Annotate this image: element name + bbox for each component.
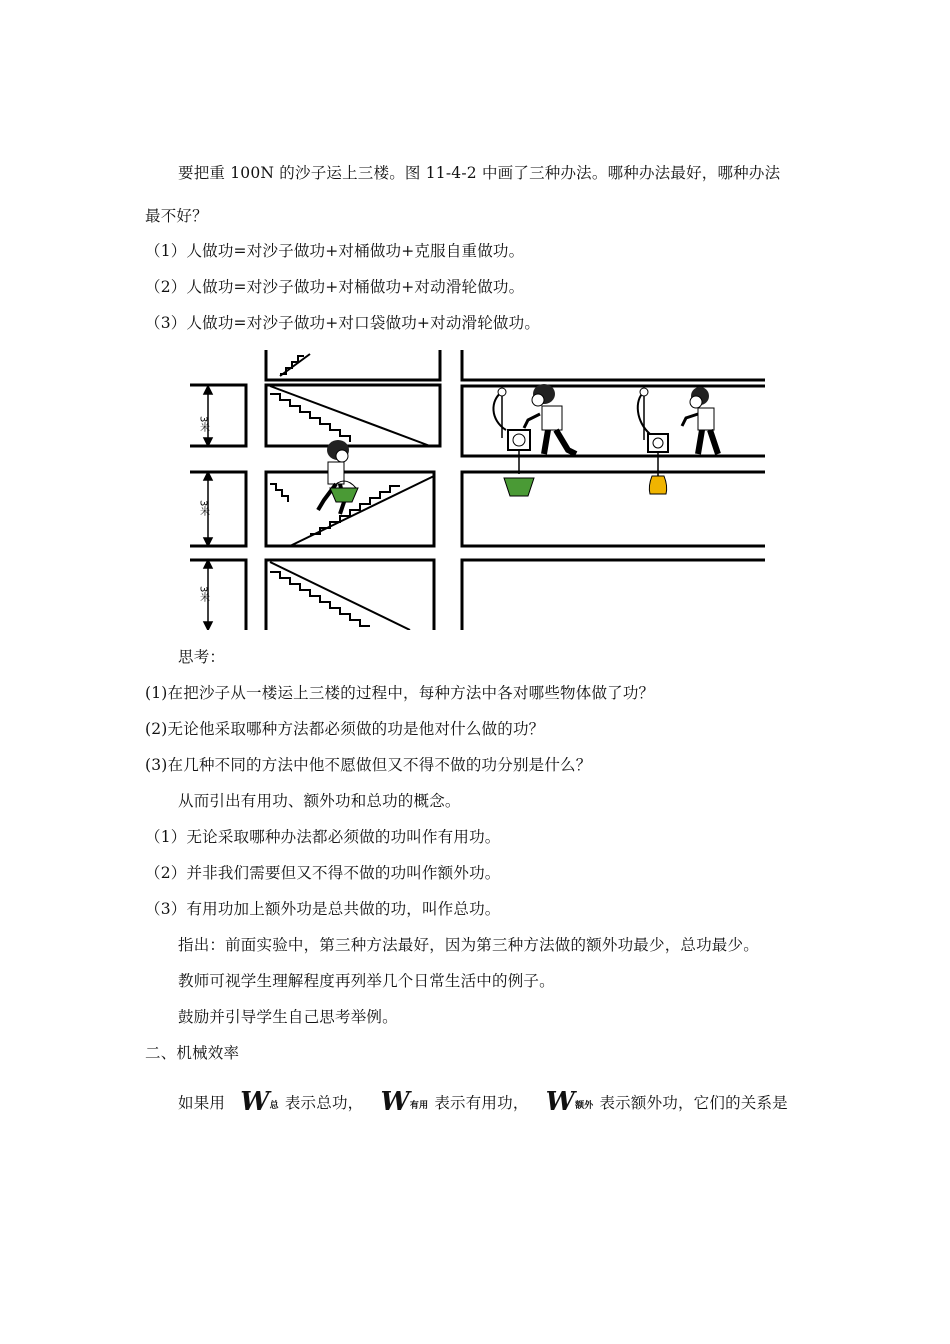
concepts-lead: 从而引出有用功、额外功和总功的概念。: [178, 792, 461, 810]
method-1: （1）人做功=对沙子做功+对桶做功+克服自重做功。: [145, 242, 525, 260]
think-question-2: (2)无论他采取哪种方法都必须做的功是他对什么做的功？: [145, 720, 545, 738]
think-heading: 思考：: [178, 648, 226, 666]
sentence-prefix: 如果用: [178, 1094, 226, 1112]
sentence-t2: 表示有用功，: [434, 1094, 529, 1112]
section2-heading: 二、机械效率: [145, 1044, 240, 1062]
method-3: （3）人做功=对沙子做功+对口袋做功+对动滑轮做功。: [145, 314, 541, 332]
concept-3: （3）有用功加上额外功是总共做的功，叫作总功。: [145, 900, 501, 918]
section2-sentence: [178, 1087, 788, 1117]
w-symbol-total: W: [240, 1087, 270, 1117]
person-carrying-bucket: [318, 440, 358, 514]
intro-line-2: 最不好？: [145, 207, 208, 225]
sub-extra: 额外: [575, 1101, 594, 1111]
pulley-with-bag: [638, 387, 718, 494]
sub-useful: 有用: [409, 1101, 429, 1111]
w-symbol-extra: W: [545, 1087, 576, 1117]
think-question-1: (1)在把沙子从一楼运上三楼的过程中，每种方法中各对哪些物体做了功？: [145, 684, 655, 702]
sentence-t1: 表示总功，: [284, 1094, 364, 1112]
height-label-2: 3米: [197, 500, 209, 517]
w-symbol-useful: W: [380, 1087, 410, 1117]
sub-total: 总: [269, 1101, 279, 1111]
three-methods-illustration: [190, 350, 766, 630]
intro-line-1: 要把重 100N 的沙子运上三楼。图 11-4-2 中画了三种办法。哪种办法最好，哪种办法: [178, 164, 781, 182]
method-2: （2）人做功=对沙子做功+对桶做功+对动滑轮做功。: [145, 278, 525, 296]
pulley-with-bucket: [493, 384, 576, 496]
sentence-t3: 表示额外功，它们的关系是: [599, 1094, 788, 1112]
concepts-encourage: 鼓励并引导学生自己思考举例。: [178, 1008, 398, 1026]
concept-1: （1）无论采取哪种办法都必须做的功叫作有用功。: [145, 828, 501, 846]
height-label-3: 3米: [197, 586, 209, 603]
concept-2: （2）并非我们需要但又不得不做的功叫作额外功。: [145, 864, 501, 882]
figure-11-4-2: [190, 350, 766, 630]
concepts-point: 指出：前面实验中，第三种方法最好，因为第三种方法做的额外功最少，总功最少。: [178, 936, 759, 954]
height-label-1: 3米: [197, 416, 209, 433]
concepts-teacher: 教师可视学生理解程度再列举几个日常生活中的例子。: [178, 972, 555, 990]
think-question-3: (3)在几种不同的方法中他不愿做但又不得不做的功分别是什么？: [145, 756, 592, 774]
